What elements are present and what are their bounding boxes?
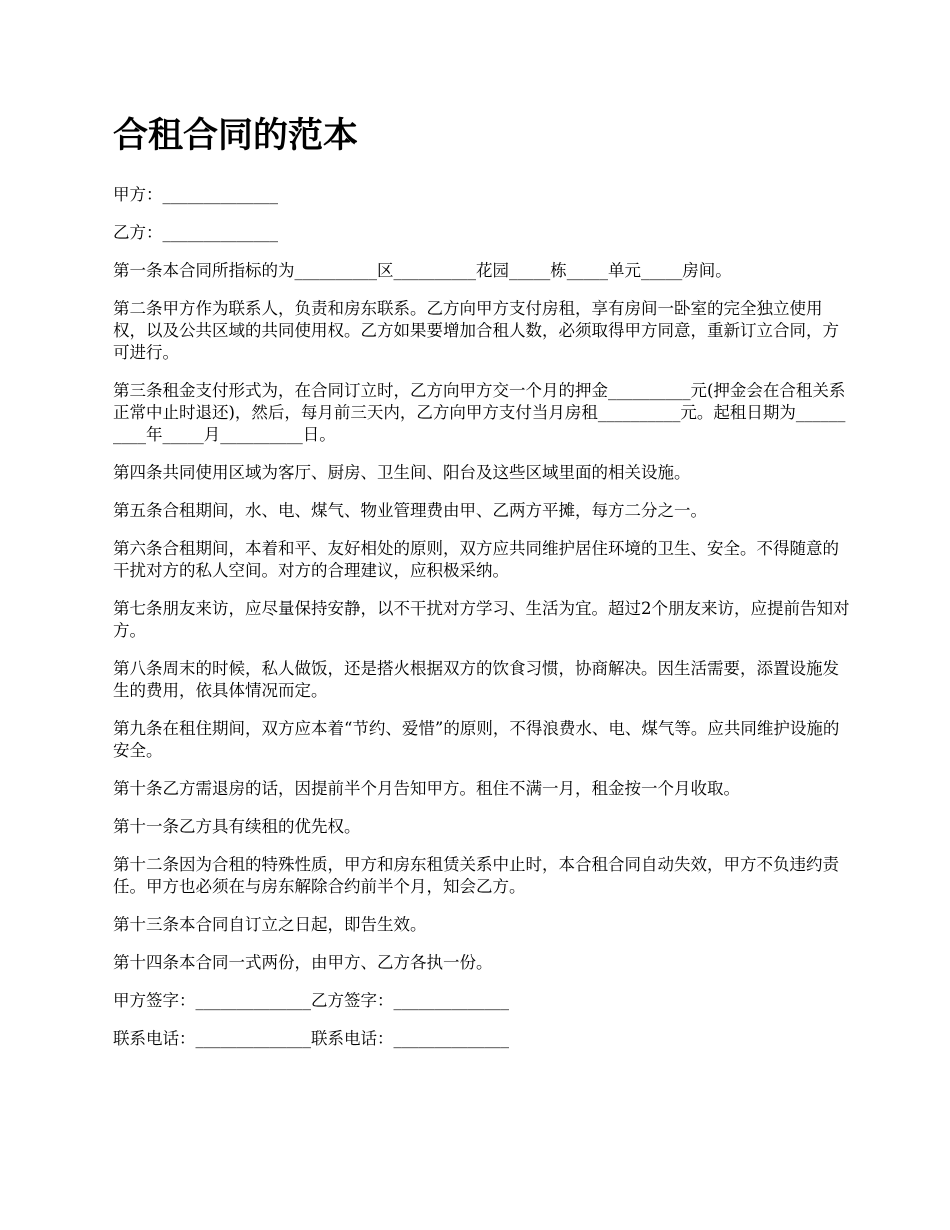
clause-12: 第十二条因为合租的特殊性质，甲方和房东租赁关系中止时，本合租合同自动失效，甲方不负违约责任。甲方也必须在与房东解除合约前半个月，知会乙方。 — [113, 855, 839, 896]
clause-10: 第十条乙方需退房的话，因提前半个月告知甲方。租住不满一月，租金按一个月收取。 — [113, 779, 740, 798]
clause-4: 第四条共同使用区域为客厅、厨房、卫生间、阳台及这些区域里面的相关设施。 — [113, 463, 691, 482]
clause-9: 第九条在租住期间，双方应本着“节约、爱惜”的原则，不得浪费水、电、煤气等。应共同维护设施的安全。 — [113, 719, 840, 760]
party-b-line: 乙方：______________ — [113, 223, 278, 242]
signature-line: 甲方签字：______________乙方签字：______________ — [113, 991, 509, 1010]
clause-5: 第五条合租期间，水、电、煤气、物业管理费由甲、乙两方平摊，每方二分之一。 — [113, 501, 707, 520]
clause-2: 第二条甲方作为联系人，负责和房东联系。乙方向甲方支付房租，享有房间一卧室的完全独立使用权，以及公共区域的共同使用权。乙方如果要增加合租人数，必须取得甲方同意，重新订立合同，方可进行。 — [113, 299, 839, 362]
clause-8: 第八条周末的时候，私人做饭，还是搭火根据双方的饮食习惯，协商解决。因生活需要，添置设施发生的费用，依具体情况而定。 — [113, 659, 839, 700]
clause-3: 第三条租金支付形式为，在合同订立时，乙方向甲方交一个月的押金__________元(押金会在合租关系正常中止时退还)，然后，每月前三天内，乙方向甲方支付当月房租__________元。起租日期为__________年_____月__________日。 — [113, 381, 846, 444]
party-a-line: 甲方：______________ — [113, 185, 278, 204]
clause-1: 第一条本合同所指标的为__________区__________花园_____栋_____单元_____房间。 — [113, 261, 732, 280]
document-title: 合租合同的范本 — [113, 115, 359, 156]
clause-11: 第十一条乙方具有续租的优先权。 — [113, 817, 361, 836]
phone-line: 联系电话：______________联系电话：______________ — [113, 1029, 509, 1048]
document-page — [113, 112, 853, 1066]
clause-14: 第十四条本合同一式两份，由甲方、乙方各执一份。 — [113, 953, 493, 972]
clause-13: 第十三条本合同自订立之日起，即告生效。 — [113, 915, 427, 934]
clause-7: 第七条朋友来访，应尽量保持安静，以不干扰对方学习、生活为宜。超过2个朋友来访，应提前告知对方。 — [113, 599, 850, 640]
clause-6: 第六条合租期间，本着和平、友好相处的原则，双方应共同维护居住环境的卫生、安全。不得随意的干扰对方的私人空间。对方的合理建议，应积极采纳。 — [113, 539, 839, 580]
